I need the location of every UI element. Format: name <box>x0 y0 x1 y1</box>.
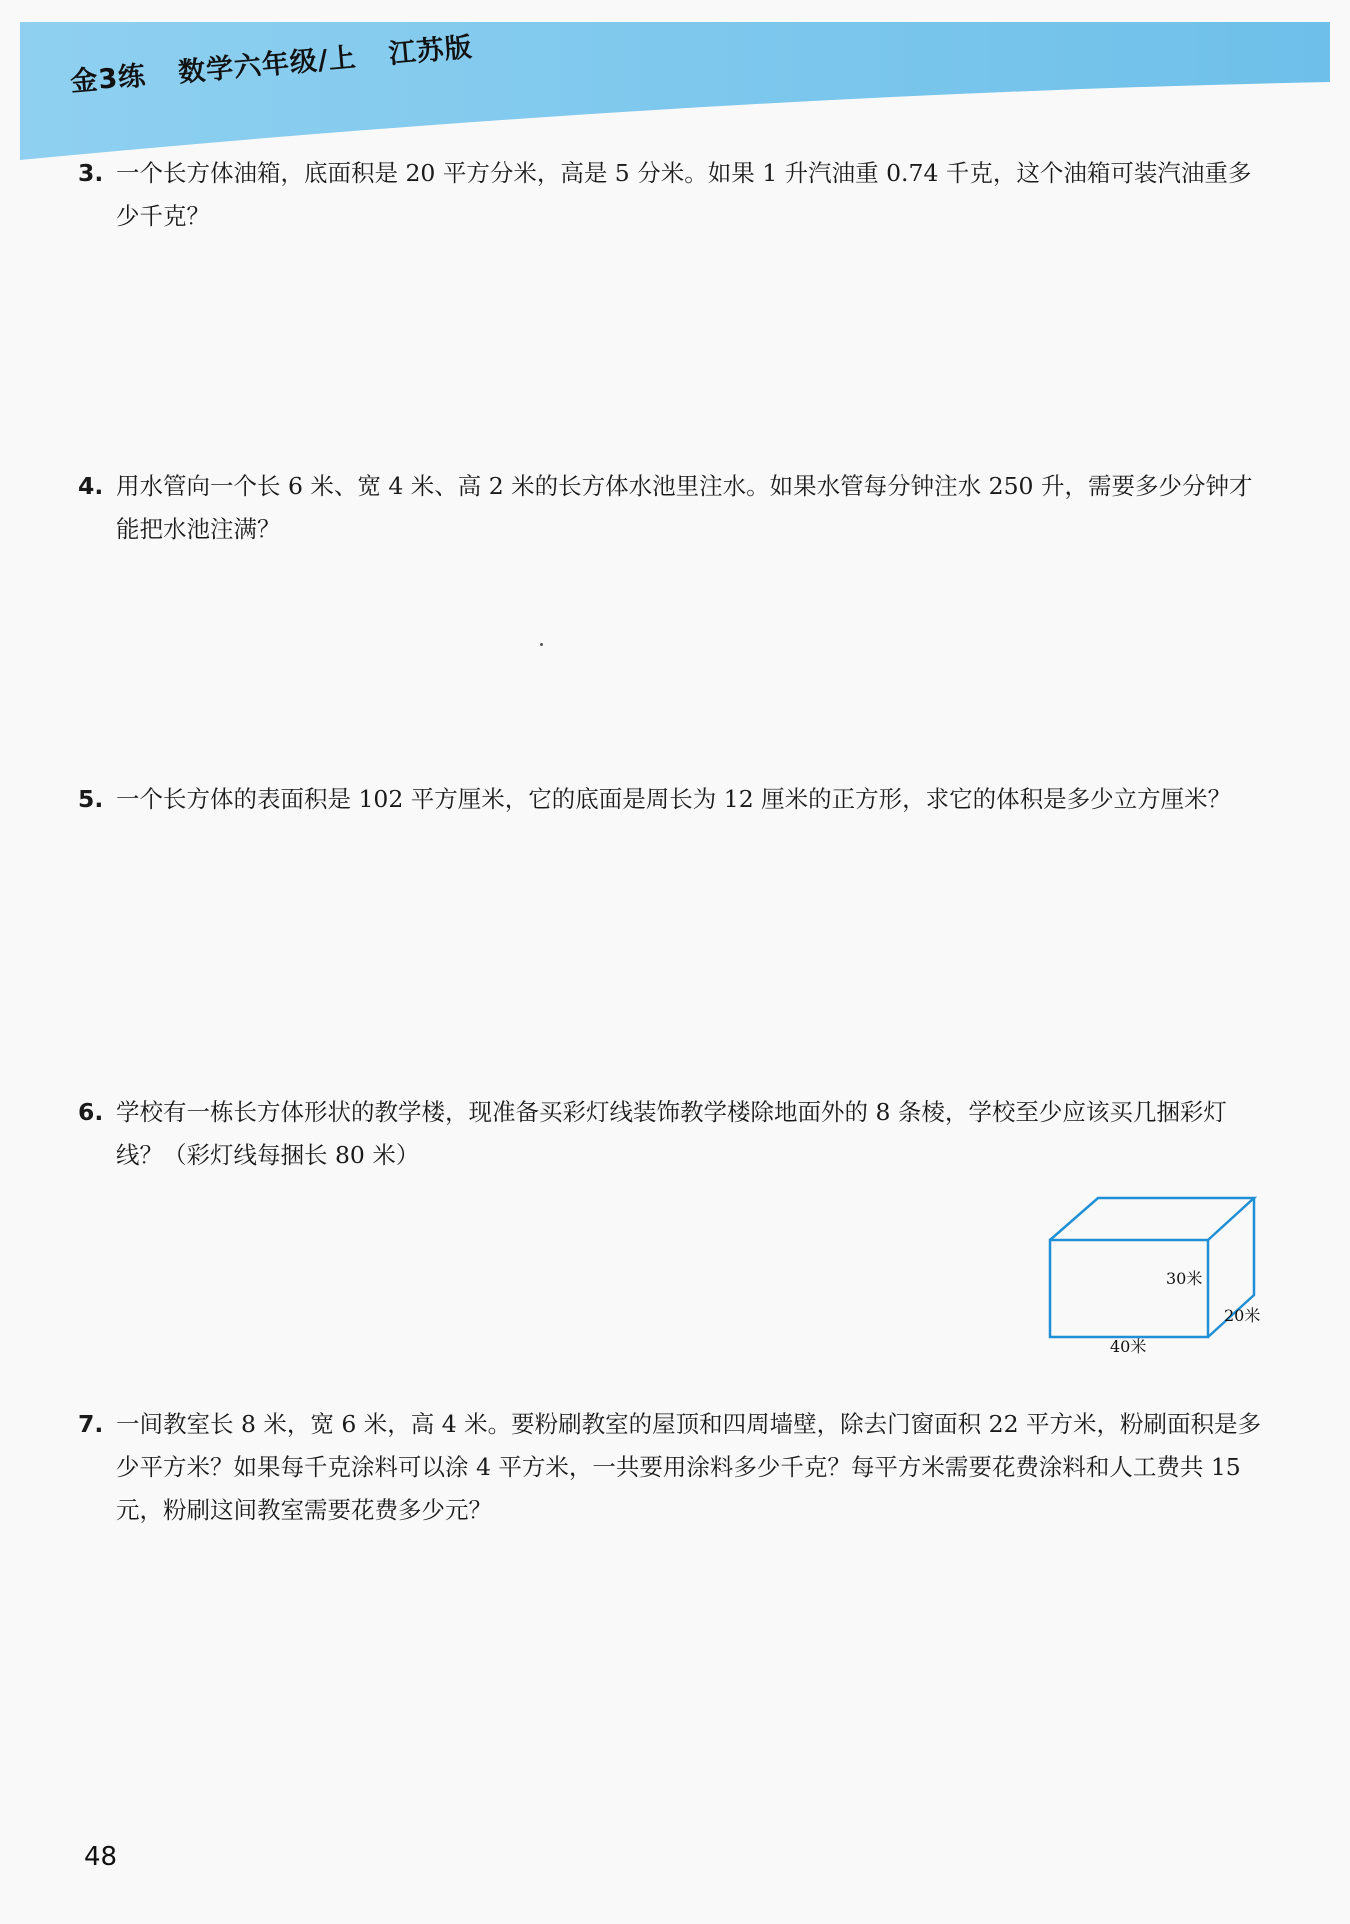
series-name: 金3练 <box>69 60 148 99</box>
header-band <box>0 0 1350 170</box>
depth-label: 20米 <box>1224 1306 1261 1325</box>
stray-mark <box>540 643 543 646</box>
question-text: 用水管向一个长 6 米、宽 4 米、高 2 米的长方体水池里注水。如果水管每分钟注水 250 升，需要多少分钟才能把水池注满？ <box>116 472 1253 543</box>
question-3 <box>78 152 1273 238</box>
question-text: 学校有一栋长方体形状的教学楼，现准备买彩灯线装饰教学楼除地面外的 8 条棱，学校至少应该买几捆彩灯线？（彩灯线每捆长 80 米） <box>116 1098 1227 1169</box>
question-6 <box>78 1091 1273 1177</box>
height-label: 30米 <box>1166 1269 1203 1288</box>
question-number: 6. <box>78 1098 104 1126</box>
subject-grade: 数学六年级/上 <box>177 42 358 89</box>
question-text: 一个长方体的表面积是 102 平方厘米，它的底面是周长为 12 厘米的正方形，求它的体积是多少立方厘米？ <box>116 785 1232 813</box>
question-number: 4. <box>78 472 104 500</box>
question-number: 7. <box>78 1410 104 1438</box>
question-number: 3. <box>78 159 104 187</box>
question-text: 一个长方体油箱，底面积是 20 平方分米，高是 5 分米。如果 1 升汽油重 0.74 千克，这个油箱可装汽油重多少千克？ <box>116 159 1252 230</box>
question-7 <box>78 1403 1273 1532</box>
cuboid-top-face <box>1050 1198 1254 1240</box>
cuboid-figure <box>1040 1190 1310 1360</box>
edition-name: 江苏版 <box>387 31 474 71</box>
page-number: 48 <box>84 1842 118 1872</box>
question-text: 一间教室长 8 米，宽 6 米，高 4 米。要粉刷教室的屋顶和四周墙壁，除去门窗面积 22 平方米，粉刷面积是多少平方米？如果每千克涂料可以涂 4 平方米，一共要用涂料多少千克？每平方米需要花费涂料和人工费共 15 元，粉刷这间教室需要花费多少元？ <box>116 1410 1262 1524</box>
question-number: 5. <box>78 785 104 813</box>
length-label: 40米 <box>1110 1337 1147 1356</box>
question-4 <box>78 465 1273 551</box>
question-5 <box>78 778 1273 821</box>
